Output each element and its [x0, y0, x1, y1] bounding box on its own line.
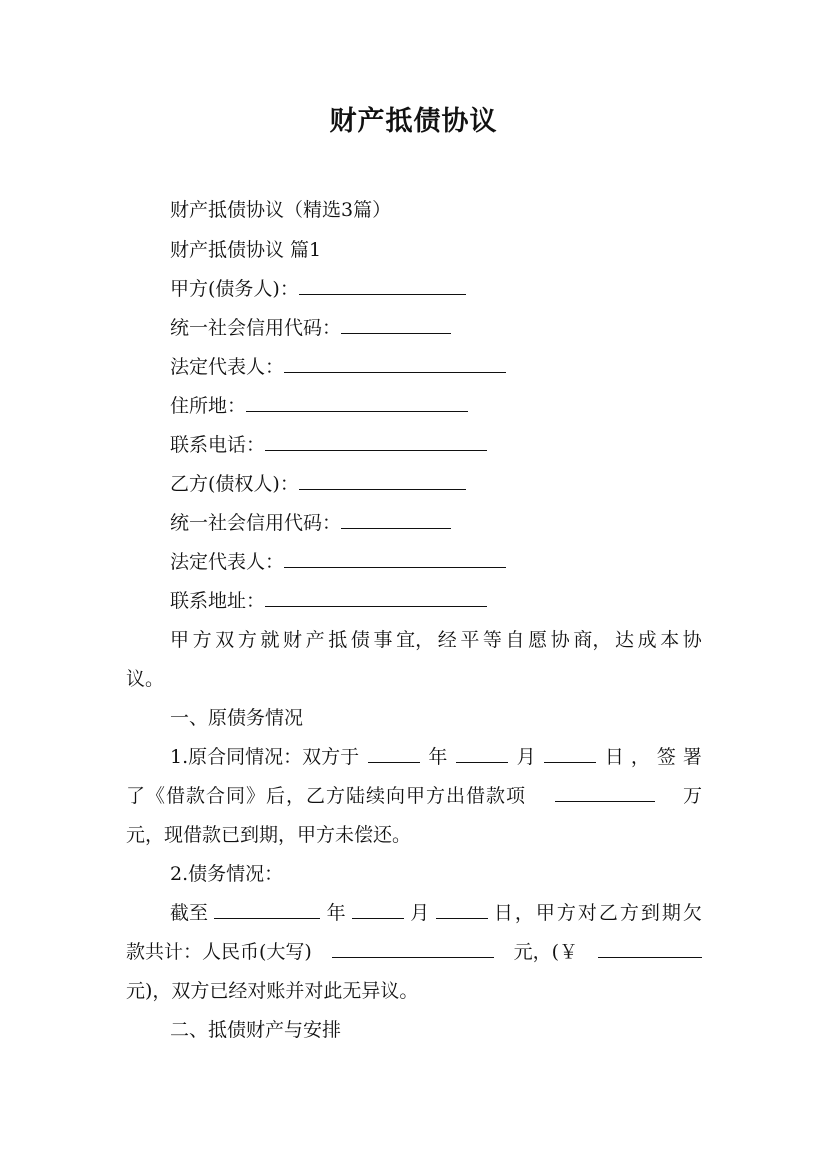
document-title: 财产抵债协议	[329, 106, 498, 137]
loan-amount-blank[interactable]	[555, 782, 655, 802]
cutoff-day-blank[interactable]	[436, 899, 488, 919]
party-a-legal-rep-blank[interactable]	[284, 353, 506, 373]
party-a-credit-code-blank[interactable]	[341, 314, 451, 334]
party-a-address-blank[interactable]	[246, 392, 468, 412]
document-subtitle: 财产抵债协议（精选3篇）	[170, 199, 392, 221]
party-a-address-line	[170, 392, 468, 420]
party-b-blank[interactable]	[299, 470, 466, 490]
party-b-legal-rep-blank[interactable]	[284, 548, 506, 568]
party-b-credit-code-line	[170, 509, 451, 537]
cutoff-year-blank[interactable]	[214, 899, 320, 919]
section-1-heading: 一、原债务情况	[170, 707, 304, 729]
contract-year-blank[interactable]	[368, 743, 420, 763]
contract-month-blank[interactable]	[456, 743, 508, 763]
party-a-phone-label: 联系电话：	[170, 434, 266, 456]
party-a-legal-rep-label: 法定代表人：	[170, 356, 285, 378]
party-b-credit-code-blank[interactable]	[341, 509, 451, 529]
item-2-heading: 2.债务情况：	[170, 863, 284, 885]
party-a-line	[170, 275, 466, 303]
item-2-line-3: 元)，双方已经对账并对此无异议。	[126, 980, 419, 1002]
contract-day-blank[interactable]	[544, 743, 596, 763]
intro-line-2: 议。	[126, 668, 165, 690]
cutoff-month-blank[interactable]	[352, 899, 404, 919]
party-a-legal-rep-line	[170, 353, 506, 381]
party-b-address-label: 联系地址：	[170, 590, 266, 612]
party-b-legal-rep-label: 法定代表人：	[170, 551, 285, 573]
party-a-phone-blank[interactable]	[265, 431, 487, 451]
section-2-heading: 二、抵债财产与安排	[170, 1019, 342, 1041]
party-b-credit-code-label: 统一社会信用代码：	[170, 512, 342, 534]
party-a-phone-line	[170, 431, 487, 459]
item-1-line-3: 元，现借款已到期，甲方未偿还。	[126, 824, 412, 846]
party-b-line	[170, 470, 466, 498]
party-b-address-blank[interactable]	[265, 587, 487, 607]
item-2-line-2: 款共计：人民币(大写) 元，(￥	[126, 938, 702, 966]
party-a-credit-code-line	[170, 314, 451, 342]
chapter-heading: 财产抵债协议 篇1	[170, 239, 322, 261]
party-a-credit-code-label: 统一社会信用代码：	[170, 317, 342, 339]
item-1-line-2: 了《借款合同》后，乙方陆续向甲方出借款项 万	[126, 782, 702, 810]
item-1-line-1: 1.原合同情况：双方于 年 月 日，签署	[170, 743, 702, 771]
party-a-blank[interactable]	[299, 275, 466, 295]
party-a-address-label: 住所地：	[170, 395, 247, 417]
amount-in-figures-blank[interactable]	[598, 938, 702, 958]
party-a-label: 甲方(债务人)：	[170, 278, 299, 300]
amount-in-words-blank[interactable]	[332, 938, 494, 958]
item-2-line-1: 截至 年 月 日，甲方对乙方到期欠	[170, 899, 702, 927]
party-b-address-line	[170, 587, 487, 615]
intro-line-1: 甲 方 双 方 就 财 产 抵 债 事 宜， 经 平 等 自 愿 协 商， 达 成 本 协	[170, 629, 702, 651]
party-b-legal-rep-line	[170, 548, 506, 576]
party-b-label: 乙方(债权人)：	[170, 473, 299, 495]
